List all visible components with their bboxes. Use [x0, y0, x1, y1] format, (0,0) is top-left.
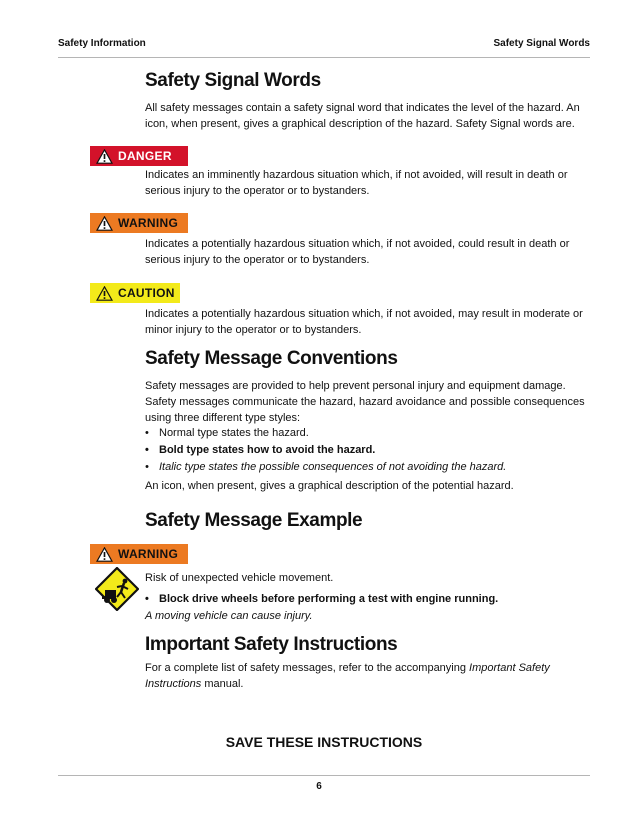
- danger-description: Indicates an imminently hazardous situation which, if not avoided, will result in death or serious injury to the operator or to bystanders.: [145, 169, 568, 197]
- bullet-bold-type: • Bold type states how to avoid the hazard.: [145, 444, 376, 456]
- signal-words-intro: All safety messages contain a safety signal word that indicates the level of the hazard. An icon, when present, gives a graphical description of the hazard. Safety Signal words are.: [145, 102, 580, 130]
- warning-label: [90, 213, 188, 233]
- example-avoidance-bullet: • Block drive wheels before performing a test with engine running.: [145, 593, 499, 605]
- heading-safety-message-conventions: Safety Message Conventions: [145, 348, 398, 369]
- manual-title: Important Safety Instructions: [145, 662, 550, 690]
- conventions-outro: An icon, when present, gives a graphical description of the potential hazard.: [145, 480, 514, 492]
- warning-triangle-icon: [96, 547, 113, 562]
- header-chapter-title: Safety Signal Words: [493, 38, 590, 49]
- heading-safety-message-example: Safety Message Example: [145, 510, 363, 531]
- bullet-italic-type: • Italic type states the possible consequences of not avoiding the hazard.: [145, 461, 507, 473]
- example-hazard-text: Risk of unexpected vehicle movement.: [145, 572, 334, 584]
- header-divider: [58, 57, 590, 58]
- footer-divider: [58, 775, 590, 776]
- warning-triangle-icon: [96, 216, 113, 231]
- vehicle-movement-hazard-icon: [95, 567, 139, 611]
- warning-triangle-icon: [96, 286, 113, 301]
- caution-label-text: CAUTION: [118, 286, 175, 300]
- page-number: 6: [316, 781, 322, 792]
- example-warning-label-text: WARNING: [118, 547, 179, 561]
- heading-important-safety-instructions: Important Safety Instructions: [145, 634, 398, 655]
- heading-safety-signal-words: Safety Signal Words: [145, 70, 321, 91]
- header-section-title: Safety Information: [58, 38, 146, 49]
- example-consequence-text: A moving vehicle can cause injury.: [145, 610, 313, 622]
- caution-description: Indicates a potentially hazardous situation which, if not avoided, may result in moderate or minor injury to the operator or to bystanders.: [145, 308, 583, 336]
- caution-label: [90, 283, 180, 303]
- bullet-normal-type: • Normal type states the hazard.: [145, 427, 309, 439]
- example-warning-label: [90, 544, 188, 564]
- warning-label-text: WARNING: [118, 216, 179, 230]
- conventions-intro: Safety messages are provided to help prevent personal injury and equipment damage. Safety messages communicate the hazard, hazard avoidance and possible consequences using three different type styles:: [145, 380, 585, 424]
- instructions-text: For a complete list of safety messages, refer to the accompanying Important Safety Instructions manual.: [145, 662, 550, 690]
- danger-label: [90, 146, 188, 166]
- warning-description: Indicates a potentially hazardous situation which, if not avoided, could result in death or serious injury to the operator or to bystanders.: [145, 238, 570, 266]
- warning-triangle-icon: [96, 149, 113, 164]
- danger-label-text: DANGER: [118, 149, 172, 163]
- page-header: [58, 38, 590, 58]
- save-instructions-banner: SAVE THESE INSTRUCTIONS: [225, 734, 423, 750]
